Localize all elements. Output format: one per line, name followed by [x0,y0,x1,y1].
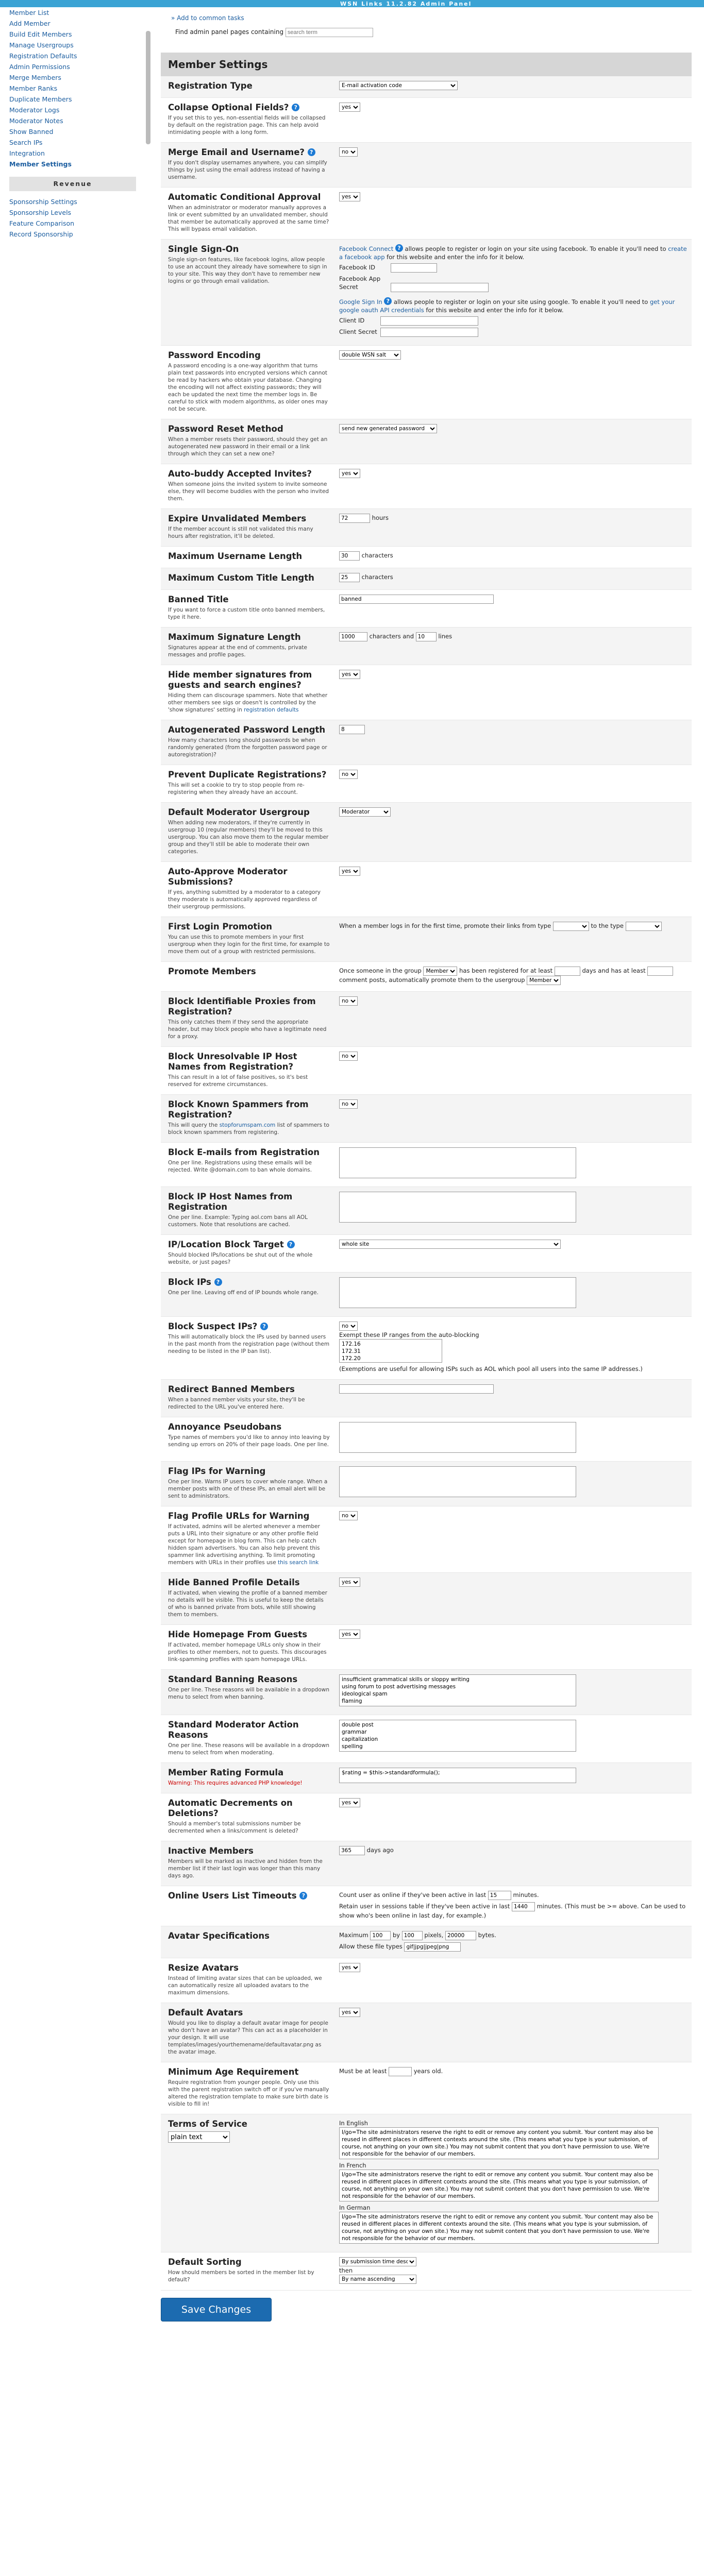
collapse-optional-select[interactable] [339,103,360,112]
setting-label: Standard Moderator Action Reasons [168,1720,299,1740]
main-content [161,7,692,2321]
setting-min-age [161,2062,692,2114]
sidebar-item-build-edit-members[interactable]: Build Edit Members [9,30,72,38]
setting-label: Expire Unvalidated Members [168,514,307,523]
setting-description: Should a member's total submissions number be decremented when a links/comment is deleted? [168,1821,301,1834]
flag-ips-textarea[interactable] [339,1466,576,1497]
google-sign-in-link[interactable]: Google Sign In [339,298,382,306]
top-bar [0,0,704,7]
setting-description: When a banned member visits your site, they'll be redirected to the URL you've entered here. [168,1397,305,1410]
setting-label: Registration Type [168,81,253,91]
setting-label: Avatar Specifications [168,1931,270,1941]
setting-label: Auto-buddy Accepted Invites? [168,469,312,479]
sort-secondary-select[interactable] [339,2275,416,2284]
terms-french-label: In French [339,2162,366,2169]
setting-hide-homepage [161,1625,692,1670]
exempt-note: (Exemptions are useful for allowing ISPs such as AOL which pool all users into the same IP addresses.) [339,1365,643,1372]
setting-label: Hide Homepage From Guests [168,1630,308,1639]
auto-decrements-select[interactable] [339,1798,360,1807]
setting-banning-reasons [161,1670,692,1715]
help-icon[interactable]: ? [384,297,392,305]
setting-label: Collapse Optional Fields? [168,103,289,112]
setting-description: If the member account is still not validated this many hours after registration, it'll be deleted. [168,526,313,539]
pseudobans-textarea[interactable] [339,1422,576,1453]
sidebar-item-add-member[interactable]: Add Member [9,20,51,27]
online-label-2: Retain user in sessions table if they've been active in last [339,1903,510,1910]
setting-label: Block Unresolvable IP Host Names from Registration? [168,1052,297,1072]
setting-label: Block E-mails from Registration [168,1147,320,1157]
max-custom-title-input[interactable] [339,573,360,582]
unit-label: characters and [369,633,414,640]
setting-label: Automatic Decrements on Deletions? [168,1798,293,1818]
block-proxies-select[interactable] [339,996,358,1006]
sidebar-revenue-item-sponsorship-levels[interactable]: Sponsorship Levels [9,209,72,216]
setting-label: Maximum Username Length [168,551,303,561]
setting-auto-buddy [161,464,692,509]
sidebar-revenue-item-feature-comparison[interactable]: Feature Comparison [9,219,75,227]
setting-description: This only catches them if they send the appropriate header, but may block people who have a legitimate need for a proxy. [168,1019,327,1040]
block-hosts-textarea[interactable] [339,1192,576,1223]
setting-description: Signatures appear at the end of comments, private messages and profile pages. [168,645,307,658]
setting-description: Members will be marked as inactive and hidden from the member list if their last login was longer than this many days ago. [168,1858,323,1879]
unit-label: days ago [366,1846,394,1854]
setting-label: Online Users List Timeouts [168,1891,297,1901]
setting-block-unresolvable [161,1047,692,1095]
online-minutes-input[interactable] [488,1891,511,1900]
promote-text-4: comment posts, automatically promote them to the usergroup [339,976,525,984]
setting-description: Would you like to display a default avatar image for people who don't have an avatar? This can act as a placeholder in your design. It will use templates/images/yourthemename/defaultavatar.png as the avatar image. [168,2020,328,2055]
min-age-label: Must be at least [339,2067,387,2075]
setting-label: Block Identifiable Proxies from Registration? [168,996,316,1016]
setting-description: If activated, when viewing the profile of a banned member no details will be visible. This is useful to keep the details of who is banned private from bots, while still showing them to members. [168,1590,327,1618]
setting-description: Hiding them can discourage spammers. Note that whether other members see sigs or doesn't is controlled by the 'show signatures' setting in [168,692,328,713]
flag-urls-select[interactable] [339,1511,358,1520]
password-encoding-select[interactable] [339,350,401,360]
unit-label: characters [361,573,393,581]
sidebar-item-member-list[interactable]: Member List [9,9,49,16]
hide-banned-profile-select[interactable] [339,1578,360,1587]
avatar-label-3: pixels, [424,1931,444,1939]
setting-hide-banned-profile [161,1573,692,1625]
setting-label: Resize Avatars [168,1963,239,1973]
setting-mod-reasons [161,1715,692,1763]
promote-days-input[interactable] [555,967,580,976]
hide-homepage-select[interactable] [339,1630,360,1639]
promote-text-2: has been registered for at least [459,967,553,974]
setting-label: Auto-Approve Moderator Submissions? [168,867,288,887]
setting-first-login-promotion [161,917,692,962]
default-avatars-select[interactable] [339,2008,360,2017]
sidebar-item-registration-defaults[interactable]: Registration Defaults [9,52,77,60]
setting-label: Merge Email and Username? [168,147,305,157]
block-emails-textarea[interactable] [339,1147,576,1178]
sidebar-revenue-item-record-sponsorship[interactable]: Record Sponsorship [9,230,73,238]
setting-description: One per line. These reasons will be available in a dropdown menu to select from when moderating. [168,1742,329,1756]
setting-label: Hide member signatures from guests and search engines? [168,670,312,690]
setting-label: Member Rating Formula [168,1768,284,1777]
banned-title-input[interactable] [339,595,494,604]
setting-auto-approve-mod [161,862,692,917]
sort-primary-select[interactable] [339,2257,416,2266]
help-icon[interactable]: ? [299,1892,307,1900]
sidebar-item-duplicate-members[interactable]: Duplicate Members [9,95,72,103]
avatar-label-1: Maximum [339,1931,368,1939]
setting-terms [161,2114,692,2252]
setting-description: This will automatically block the IPs used by banned users in the past month from the registration page (without them needing to be listed in the IP ban list). [168,1334,330,1354]
setting-default-sorting [161,2252,692,2291]
setting-description-2: list of spammers to block known spammers from registering. [168,1122,329,1136]
setting-label: Single Sign-On [168,244,239,254]
setting-description: A password encoding is a one-way algorithm that turns plain text passwords into encrypted versions which cannot be read by hackers who obtain your database. Changing the encoding will not affect existing passwords; they will each be updated the next time the member logs in. Be careful to stick with modern algorithms, as older ones may not be secure. [168,363,328,412]
help-icon[interactable]: ? [308,148,315,156]
setting-description: When a member resets their password, should they get an autogenerated new password in their email or a link through which they can set a new one? [168,436,328,457]
sidebar-item-integration[interactable]: Integration [9,149,45,157]
setting-hide-signatures [161,665,692,720]
min-age-input[interactable] [389,2067,412,2076]
sidebar-item-moderator-logs[interactable]: Moderator Logs [9,106,60,114]
help-icon[interactable]: ? [214,1278,222,1286]
setting-label: Annoyance Pseudobans [168,1422,282,1432]
setting-description: If you set this to yes, non-essential fields will be collapsed by default on the registration page. This can help avoid intimidating people with a long form. [168,115,326,135]
setting-label: Terms of Service [168,2119,248,2129]
setting-label: Default Moderator Usergroup [168,807,310,817]
exempt-label: Exempt these IP ranges from the auto-blocking [339,1331,479,1338]
sidebar-item-manage-usergroups[interactable]: Manage Usergroups [9,41,74,49]
setting-description: One per line. Example: Typing aol.com bans all AOL customers. Note that resolutions are cached. [168,1214,308,1228]
setting-description: When adding new moderators, if they're currently in usergroup 10 (regular members) they'll be moved to this usergroup. You can also move them to the regular member group and they'll still be able to moderate their own categories. [168,820,329,855]
block-ips-textarea[interactable] [339,1277,576,1308]
promotion-text-2: to the type [591,922,624,929]
setting-description: One per line. Registrations using these emails will be rejected. Write @domain.com to ban whole domains. [168,1160,312,1173]
setting-description: One per line. Leaving off end of IP bounds whole range. [168,1290,319,1296]
setting-banned-title [161,590,692,628]
setting-collapse-optional [161,98,692,143]
setting-flag-urls [161,1506,692,1573]
setting-description: This can result in a lot of false positives, so it's best reserved for extreme circumstances. [168,1074,308,1088]
help-icon[interactable]: ? [287,1241,295,1248]
setting-prevent-duplicate [161,765,692,803]
settings-table [161,76,692,2291]
setting-description: If you want to force a custom title onto banned members, type it here. [168,607,325,620]
setting-label: Promote Members [168,967,256,976]
resize-avatars-select[interactable] [339,1963,360,1972]
setting-label: Flag IPs for Warning [168,1466,266,1476]
facebook-id-input[interactable] [391,263,437,273]
online-label-1: Count user as online if they've been active in last [339,1891,487,1899]
registration-type-select[interactable] [339,81,458,90]
setting-label: First Login Promotion [168,922,273,931]
facebook-id-label: Facebook ID [339,264,375,271]
sidebar-item-member-ranks[interactable]: Member Ranks [9,84,58,92]
avatar-width-input[interactable] [370,1931,391,1940]
setting-promote-members [161,962,692,992]
setting-description: You can use this to promote members in your first usergroup when they login for the first time, for example to move them out of a group with restricted permissions. [168,934,330,955]
terms-german-textarea[interactable] [339,2212,659,2244]
sidebar-header-revenue: Revenue [9,177,136,191]
setting-block-emails [161,1143,692,1187]
setting-label: Automatic Conditional Approval [168,192,321,202]
sidebar-scrollbar[interactable] [146,31,150,144]
promote-text-3: days and has at least [582,967,646,974]
signature-lines-input[interactable] [416,632,437,641]
terms-french-textarea[interactable] [339,2170,659,2201]
avatar-bytes-input[interactable] [445,1931,476,1940]
exempt-ips-textarea[interactable] [339,1339,442,1363]
promote-to-select[interactable] [626,922,662,931]
setting-inactive-members [161,1841,692,1886]
setting-label: Flag Profile URLs for Warning [168,1511,310,1521]
online-unit-1: minutes. [513,1891,539,1899]
banning-reasons-textarea[interactable] [339,1674,576,1706]
setting-label: Password Encoding [168,350,261,360]
setting-label: Autogenerated Password Length [168,725,326,735]
setting-max-signature [161,628,692,665]
registration-defaults-link[interactable]: registration defaults [244,707,299,713]
setting-auto-approval [161,188,692,240]
promote-text-1: Once someone in the group [339,967,422,974]
setting-single-sign-on [161,240,692,346]
setting-description: If you don't display usernames anywhere, you can simplify things by just using the email address instead of having a username. [168,160,327,180]
facebook-connect-link[interactable]: Facebook Connect [339,245,394,252]
setting-label: Redirect Banned Members [168,1384,295,1394]
avatar-label-2: by [392,1931,400,1939]
setting-description: When an administrator or moderator manually approves a link or event submitted by an unvalidated member, should that member be automatically approved at the same time? This will bypass email validation. [168,205,329,232]
setting-label: Block IPs [168,1277,211,1287]
search-link[interactable]: this search link [278,1560,319,1566]
min-age-unit: years old. [413,2067,443,2075]
setting-default-avatars [161,2003,692,2062]
unit-label: lines [438,633,452,640]
expire-hours-input[interactable] [339,514,370,523]
facebook-secret-input[interactable] [391,283,489,292]
setting-description: If activated, member homepage URLs only show in their profiles to other members, not to guests. This discourages link-spamming profiles with spam homepage URLs. [168,1642,327,1663]
setting-block-target [161,1235,692,1273]
redirect-banned-input[interactable] [339,1384,494,1394]
add-to-common-tasks-link[interactable]: » Add to common tasks [171,14,244,22]
sidebar [0,7,145,2576]
setting-label: Block IP Host Names from Registration [168,1192,293,1212]
setting-block-hosts [161,1187,692,1235]
promote-posts-input[interactable] [647,967,673,976]
sidebar-revenue-menu [0,196,145,240]
terms-german-label: In German [339,2204,371,2211]
setting-avatar-specs [161,1926,692,1958]
promote-from-select[interactable] [553,922,589,931]
setting-flag-ips [161,1462,692,1506]
setting-description: How many characters long should passwords be when randomly generated (from the forgotten password page or autoregistration)? [168,737,327,758]
terms-english-label: In English [339,2120,368,2127]
setting-description: Instead of limiting avatar sizes that can be uploaded, we can automatically resize all uploaded avatars to the maximum dimensions. [168,1975,322,1996]
sidebar-item-search-ips[interactable]: Search IPs [9,139,43,146]
sidebar-item-admin-permissions[interactable]: Admin Permissions [9,63,70,71]
create-facebook-app-link[interactable]: create a facebook app [339,245,687,261]
auto-approval-select[interactable] [339,192,360,201]
prevent-duplicate-select[interactable] [339,770,358,779]
setting-label: Password Reset Method [168,424,283,434]
sidebar-item-merge-members[interactable]: Merge Members [9,74,61,81]
setting-description: If activated, admins will be alerted whenever a member puts a URL into their signature or any other profile field except for homepage in blog form. This can help catch hidden spam advertisers. You can also help prevent this spammer link advertising anything. To limit promoting members with URLs in their profiles use [168,1523,320,1566]
setting-password-reset [161,419,692,464]
setting-redirect-banned [161,1380,692,1417]
default-mod-group-select[interactable] [339,807,391,817]
setting-description: This will set a cookie to try to stop people from re-registering when they already have an account. [168,782,305,795]
admin-search [175,28,692,37]
client-secret-label: Client Secret [339,328,377,335]
setting-block-suspect [161,1317,692,1380]
max-username-input[interactable] [339,551,360,561]
setting-description: This will query the [168,1122,220,1128]
mod-reasons-textarea[interactable] [339,1720,576,1752]
promotion-text: When a member logs in for the first time, promote their links from type [339,922,551,929]
merge-email-select[interactable] [339,147,358,157]
facebook-info-text-2: for this website and enter the info for it below. [384,253,525,261]
block-suspect-select[interactable] [339,1321,358,1331]
setting-label: Standard Banning Reasons [168,1674,298,1684]
setting-max-custom-title [161,568,692,590]
avatar-types-input[interactable] [404,1942,461,1952]
google-info-text-2: for this website and enter the info for it below. [424,307,564,314]
setting-expire-unvalidated [161,509,692,547]
setting-online-timeouts [161,1886,692,1926]
setting-label: Inactive Members [168,1846,254,1856]
setting-label: Hide Banned Profile Details [168,1578,300,1587]
setting-description: Type names of members you'd like to annoy into leaving by sending up errors on 20% of their page loads. One per line. [168,1434,330,1448]
save-changes-button[interactable]: Save Changes [161,2298,272,2321]
setting-description: Should blocked IPs/locations be shut out of the whole website, or just pages? [168,1252,313,1265]
password-reset-select[interactable] [339,424,437,433]
block-target-select[interactable] [339,1240,561,1249]
google-credentials-link[interactable]: get your google oauth API credentials [339,298,675,314]
setting-label: IP/Location Block Target [168,1240,284,1249]
setting-resize-avatars [161,1958,692,2003]
setting-label: Minimum Age Requirement [168,2067,299,2077]
block-unresolvable-select[interactable] [339,1052,358,1061]
facebook-secret-label: Facebook App Secret [339,275,381,291]
setting-description: Single sign-on features, like facebook logins, allow people to use an account they already have somewhere to sign in to your site. This way they don't have to remember new logins or go through email validation. [168,257,327,284]
setting-description: How should members be sorted in the member list by default? [168,2269,314,2283]
setting-merge-email [161,143,692,188]
setting-label: Default Sorting [168,2257,242,2267]
promote-group-select[interactable] [423,967,457,976]
inactive-days-input[interactable] [339,1846,365,1855]
setting-description: Warning: This requires advanced PHP knowledge! [168,1780,303,1786]
terms-format-select[interactable] [168,2131,230,2143]
promote-target-select[interactable] [527,976,561,985]
setting-label: Maximum Signature Length [168,632,301,642]
brand-title: WSN Links 11.2.82 Admin Panel [340,1,472,7]
setting-description: One per line. Warns IP users to cover whole range. When a member posts with one of these IPs, an email alert will be sent to administrators. [168,1479,328,1499]
client-id-input[interactable] [380,316,478,326]
section-title: Member Settings [161,53,692,76]
hide-signatures-select[interactable] [339,670,360,679]
stopforumspam-link[interactable]: stopforumspam.com [219,1122,276,1128]
setting-registration-type [161,76,692,98]
block-spammers-select[interactable] [339,1099,358,1109]
signature-chars-input[interactable] [339,632,367,641]
setting-label: Default Avatars [168,2008,243,2018]
setting-block-proxies [161,992,692,1047]
setting-auto-decrements [161,1793,692,1841]
password-length-input[interactable] [339,725,365,734]
avatar-label-5: Allow these file types [339,1943,403,1950]
auto-approve-mod-select[interactable] [339,867,360,876]
client-secret-input[interactable] [380,328,478,337]
sidebar-menu [0,7,145,170]
auto-buddy-select[interactable] [339,469,360,478]
unit-label: hours [372,514,389,521]
setting-label: Banned Title [168,595,229,604]
help-icon[interactable]: ? [260,1323,268,1330]
search-label: Find admin panel pages containing [175,28,284,36]
avatar-height-input[interactable] [402,1931,423,1940]
unit-label: characters [361,552,393,559]
setting-description: If yes, anything submitted by a moderator to a category they moderate is automatically approved regardless of their usergroup permissions. [168,889,321,910]
setting-label: Block Known Spammers from Registration? [168,1099,309,1120]
setting-password-encoding [161,346,692,419]
rating-formula-textarea[interactable] [339,1768,576,1783]
search-input[interactable] [286,28,373,37]
setting-label: Maximum Custom Title Length [168,573,314,583]
help-icon[interactable]: ? [292,104,299,111]
setting-block-spammers [161,1095,692,1143]
sort-then-label: then [339,2267,353,2274]
setting-max-username [161,547,692,568]
setting-label: Block Suspect IPs? [168,1321,258,1331]
setting-autogen-password [161,720,692,765]
setting-description: One per line. These reasons will be available in a dropdown menu to select from when banning. [168,1687,329,1700]
setting-description: When someone joins the invited system to invite someone else, they will become buddies with the person who invited them. [168,481,329,502]
setting-block-ips [161,1273,692,1317]
setting-rating-formula [161,1763,692,1793]
terms-english-textarea[interactable] [339,2127,659,2159]
sidebar-item-show-banned[interactable]: Show Banned [9,128,54,135]
help-icon[interactable]: ? [395,244,403,252]
sidebar-item-member-settings[interactable]: Member Settings [9,160,72,168]
session-minutes-input[interactable] [512,1902,535,1911]
facebook-info-text: allows people to register or login on your site using facebook. To enable it you'll need to [403,245,668,252]
client-id-label: Client ID [339,317,365,324]
setting-description: Require registration from younger people. Only use this with the parent registration switch off or if you've manually altered the registration template to make sure birth date is visible to fill in! [168,2079,329,2107]
setting-label: Prevent Duplicate Registrations? [168,770,327,779]
google-info-text: allows people to register or login on your site using google. To enable it you'll need to [392,298,650,306]
avatar-label-4: bytes. [478,1931,496,1939]
sidebar-item-moderator-notes[interactable]: Moderator Notes [9,117,63,125]
setting-default-mod-group [161,803,692,862]
sidebar-revenue-item-sponsorship-settings[interactable]: Sponsorship Settings [9,198,77,206]
setting-pseudobans [161,1417,692,1462]
online-unit-2: minutes. (This must be >= above. Can be used to show who's been online in last day, for example.) [339,1903,686,1919]
